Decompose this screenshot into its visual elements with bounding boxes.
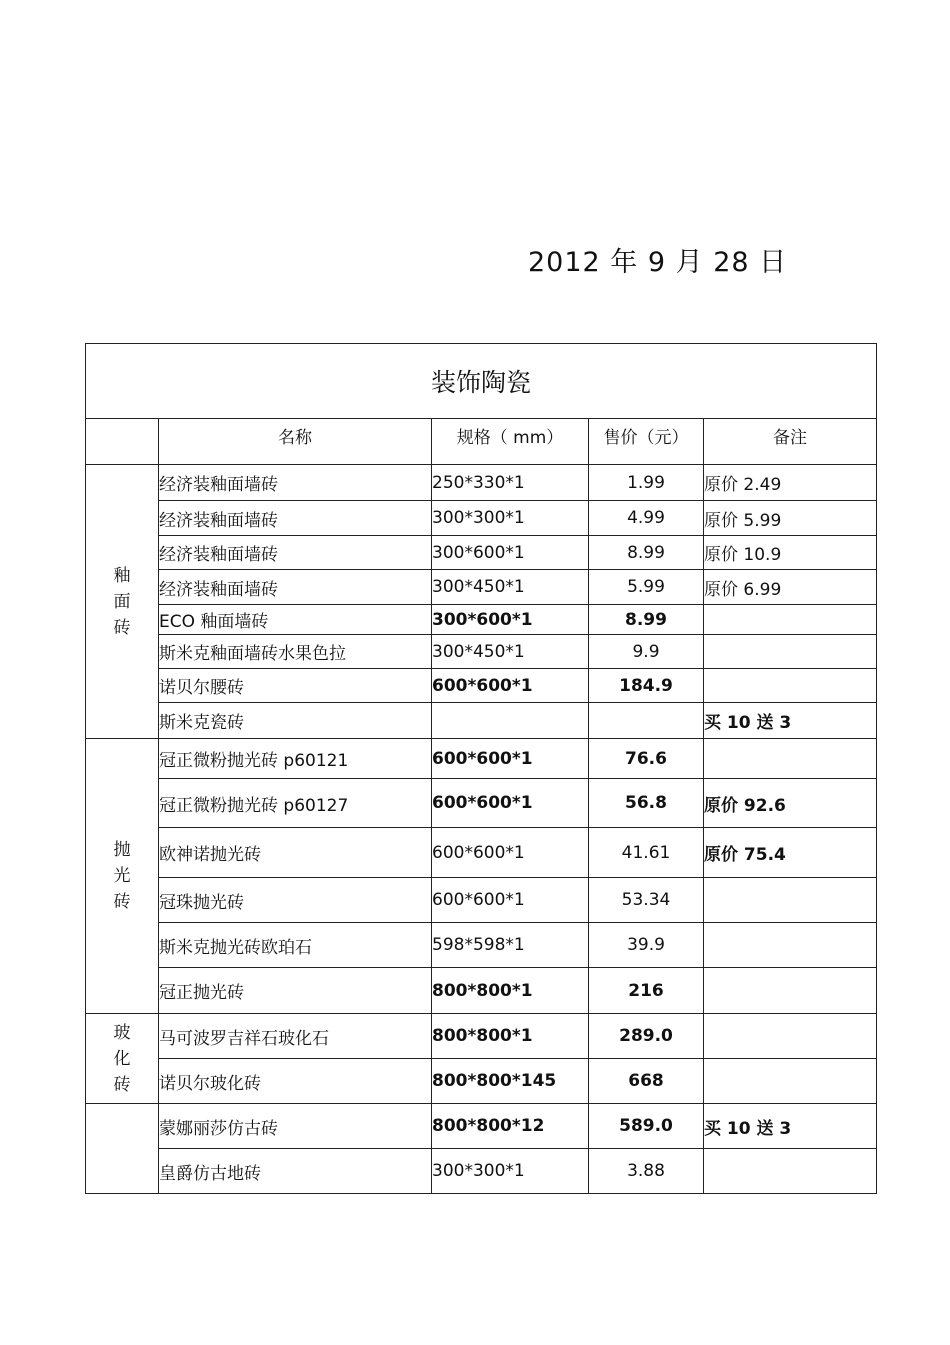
cell-note [704, 635, 877, 669]
table-row [86, 669, 877, 703]
cell-price: 53.34 [589, 878, 704, 923]
cell-spec: 300*450*1 [432, 635, 589, 669]
category-char: 玻 [113, 1022, 131, 1043]
table-row [86, 923, 877, 968]
cell-name: 斯米克瓷砖 [159, 703, 432, 739]
cell-name: 冠正微粉抛光砖 p60127 [159, 779, 432, 828]
table-row [86, 1014, 877, 1059]
cell-spec: 300*600*1 [432, 605, 589, 635]
cell-note [704, 739, 877, 779]
cell-spec: 600*600*1 [432, 779, 589, 828]
cell-spec: 600*600*1 [432, 739, 589, 779]
cell-note: 原价 2.49 [704, 465, 877, 501]
cell-price: 216 [589, 968, 704, 1014]
cell-spec: 800*800*1 [432, 1014, 589, 1059]
cell-note [704, 669, 877, 703]
cell-spec: 800*800*145 [432, 1059, 589, 1104]
cell-spec: 250*330*1 [432, 465, 589, 501]
cell-spec: 600*600*1 [432, 828, 589, 878]
table-row [86, 703, 877, 739]
category-char: 砖 [113, 892, 131, 912]
table-row [86, 605, 877, 635]
table-title: 装饰陶瓷 [86, 344, 877, 419]
category-polished-tile [86, 739, 159, 1014]
cell-name: 皇爵仿古地砖 [159, 1149, 432, 1194]
cell-spec: 300*300*1 [432, 501, 589, 536]
table-header-row [86, 419, 877, 465]
cell-note: 原价 92.6 [704, 779, 877, 828]
cell-name: 马可波罗吉祥石玻化石 [159, 1014, 432, 1059]
cell-note [704, 923, 877, 968]
category-unlabeled [86, 1104, 159, 1194]
category-char: 釉 [113, 565, 131, 586]
header-name: 名称 [159, 419, 432, 465]
header-note: 备注 [704, 419, 877, 465]
table-row [86, 878, 877, 923]
category-char: 面 [113, 591, 131, 612]
table-row [86, 1104, 877, 1149]
cell-price: 41.61 [589, 828, 704, 878]
cell-name: 经济装釉面墙砖 [159, 501, 432, 536]
cell-name: 冠正抛光砖 [159, 968, 432, 1014]
header-price: 售价（元） [589, 419, 704, 465]
cell-note: 买 10 送 3 [704, 1104, 877, 1149]
category-glazed-tile [86, 465, 159, 739]
cell-name: 欧神诺抛光砖 [159, 828, 432, 878]
cell-price: 39.9 [589, 923, 704, 968]
cell-note [704, 878, 877, 923]
cell-name: 冠正微粉抛光砖 p60121 [159, 739, 432, 779]
table-row [86, 570, 877, 605]
table-row [86, 1059, 877, 1104]
cell-price: 3.88 [589, 1149, 704, 1194]
cell-price [589, 703, 704, 739]
cell-spec: 600*600*1 [432, 669, 589, 703]
cell-price: 184.9 [589, 669, 704, 703]
cell-spec: 800*800*12 [432, 1104, 589, 1149]
table-row [86, 828, 877, 878]
table-row [86, 501, 877, 536]
cell-spec: 300*300*1 [432, 1149, 589, 1194]
price-table [85, 343, 877, 1194]
cell-spec: 300*450*1 [432, 570, 589, 605]
cell-name: 冠珠抛光砖 [159, 878, 432, 923]
table-row [86, 779, 877, 828]
header-category [86, 419, 159, 465]
cell-price: 5.99 [589, 570, 704, 605]
cell-name: ECO 釉面墙砖 [159, 605, 432, 635]
table-row [86, 739, 877, 779]
cell-name: 经济装釉面墙砖 [159, 465, 432, 501]
category-char: 光 [113, 866, 131, 886]
cell-name: 诺贝尔玻化砖 [159, 1059, 432, 1104]
cell-price: 9.9 [589, 635, 704, 669]
category-vitrified-tile [86, 1014, 159, 1104]
cell-note [704, 1014, 877, 1059]
header-spec: 规格（ mm） [432, 419, 589, 465]
cell-spec: 300*600*1 [432, 536, 589, 570]
cell-name: 蒙娜丽莎仿古砖 [159, 1104, 432, 1149]
cell-spec: 598*598*1 [432, 923, 589, 968]
category-char: 抛 [113, 840, 131, 860]
cell-note: 原价 6.99 [704, 570, 877, 605]
cell-note [704, 1149, 877, 1194]
cell-price: 76.6 [589, 739, 704, 779]
cell-note [704, 605, 877, 635]
cell-note [704, 968, 877, 1014]
document-date: 2012 年 9 月 28 日 [528, 247, 788, 278]
table-row [86, 536, 877, 570]
cell-price: 1.99 [589, 465, 704, 501]
cell-price: 56.8 [589, 779, 704, 828]
cell-name: 经济装釉面墙砖 [159, 536, 432, 570]
cell-note: 买 10 送 3 [704, 703, 877, 739]
cell-spec: 800*800*1 [432, 968, 589, 1014]
table-row [86, 968, 877, 1014]
cell-spec: 600*600*1 [432, 878, 589, 923]
table-title-row [86, 344, 877, 419]
cell-price: 668 [589, 1059, 704, 1104]
cell-note: 原价 75.4 [704, 828, 877, 878]
cell-name: 经济装釉面墙砖 [159, 570, 432, 605]
cell-price: 589.0 [589, 1104, 704, 1149]
cell-note: 原价 10.9 [704, 536, 877, 570]
cell-name: 斯米克釉面墙砖水果色拉 [159, 635, 432, 669]
cell-price: 4.99 [589, 501, 704, 536]
cell-name: 斯米克抛光砖欧珀石 [159, 923, 432, 968]
table-row [86, 1149, 877, 1194]
table-row [86, 465, 877, 501]
cell-price: 8.99 [589, 605, 704, 635]
category-char: 砖 [113, 617, 131, 638]
cell-price: 289.0 [589, 1014, 704, 1059]
cell-spec [432, 703, 589, 739]
cell-note: 原价 5.99 [704, 501, 877, 536]
table-row [86, 635, 877, 669]
cell-note [704, 1059, 877, 1104]
cell-price: 8.99 [589, 536, 704, 570]
category-char: 化 [113, 1048, 131, 1069]
category-char: 砖 [113, 1074, 131, 1095]
cell-name: 诺贝尔腰砖 [159, 669, 432, 703]
